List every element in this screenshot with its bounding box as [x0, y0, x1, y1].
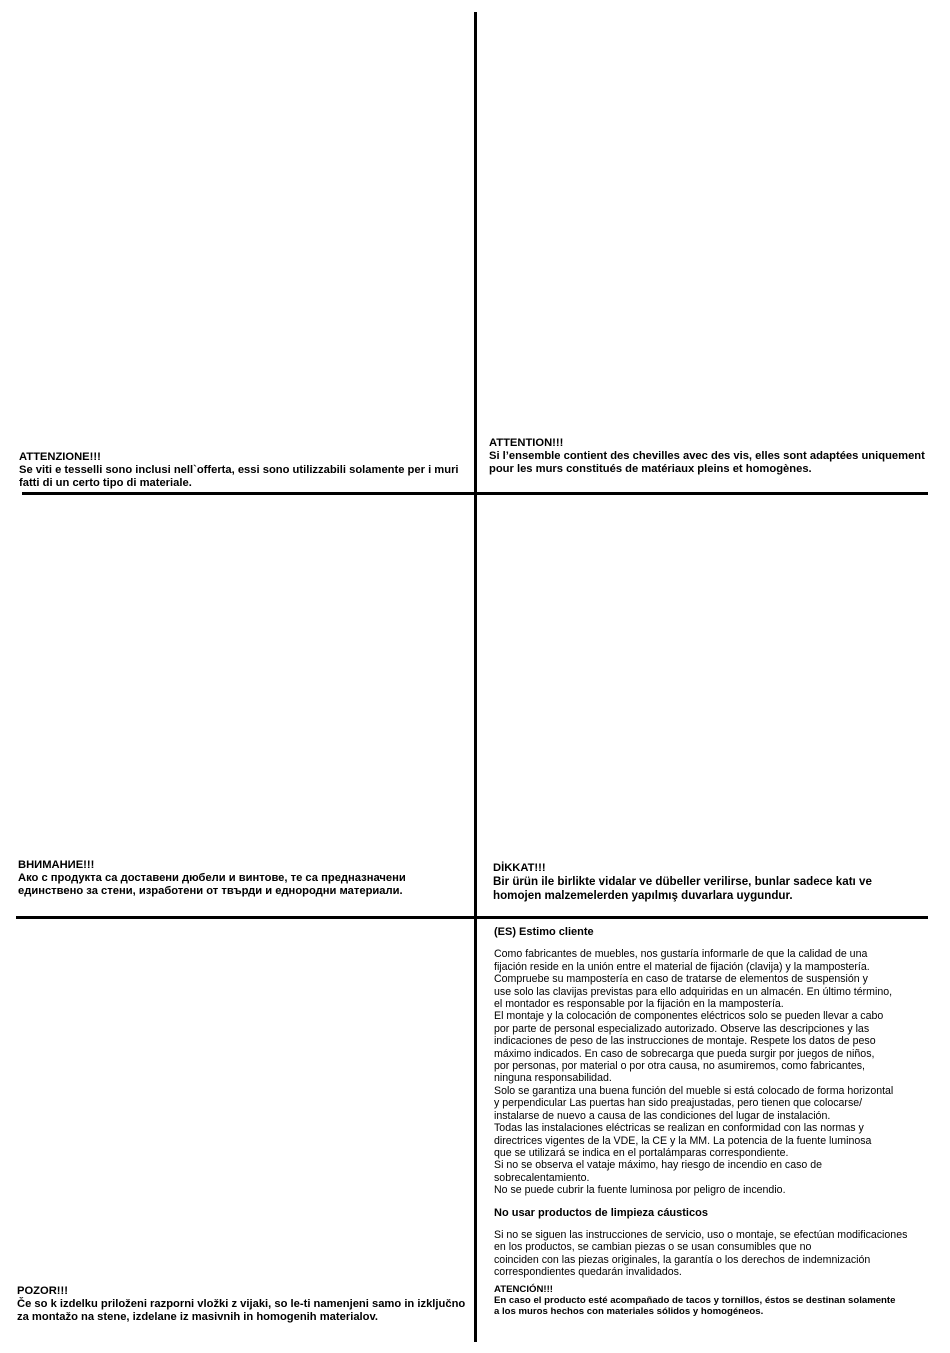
bulgarian-warning-body: Ако с продукта са доставени дюбели и винтове, те са предназначени единствено за стени, изработени от твърди и еднородни материали.: [18, 872, 406, 897]
french-warning-title: ATTENTION!!!: [489, 437, 564, 449]
turkish-warning: [493, 862, 923, 903]
spanish-warning-body: En caso el producto esté acompañado de tacos y tornillos, éstos se destinan solamente a los muros hechos con materiales sólidos y homogéneos.: [494, 1294, 896, 1318]
italian-warning: [19, 451, 459, 490]
slovenian-warning: [17, 1285, 467, 1324]
italian-warning-body: Se viti e tesselli sono inclusi nell`offerta, essi sono utilizzabili solamente per i muri fatti di un certo tipo di materiale.: [19, 464, 459, 489]
slovenian-warning-body: Če so k izdelku priloženi razporni vložki z vijaki, so le-ti namenjeni samo in izključno za montažo na stene, izdelane iz masivnih in homogenih materialov.: [17, 1298, 466, 1323]
bulgarian-warning-title: ВНИМАНИЕ!!!: [18, 859, 95, 871]
vertical-divider: [474, 12, 477, 1342]
french-warning-body: Si l’ensemble contient des chevilles avec des vis, elles sont adaptées uniquement pour les murs constitués de matériaux pleins et homogènes.: [489, 450, 925, 475]
horizontal-divider-bottom: [16, 916, 928, 919]
turkish-warning-body: Bir ürün ile birlikte vidalar ve dübeller verilirse, bunlar sadece katı ve homojen malzemelerden yapılmış duvarlara uygundur.: [493, 875, 872, 902]
spanish-warning-title: ATENCIÓN!!!: [494, 1283, 553, 1295]
horizontal-divider-top: [22, 492, 928, 495]
spanish-customer-notice: [494, 926, 942, 1318]
spanish-cleaning-heading: No usar productos de limpieza cáusticos: [494, 1206, 708, 1219]
turkish-warning-title: DİKKAT!!!: [493, 862, 546, 874]
italian-warning-title: ATTENZIONE!!!: [19, 451, 101, 463]
slovenian-warning-title: POZOR!!!: [17, 1285, 68, 1297]
bulgarian-warning: [18, 859, 458, 898]
spanish-main-paragraph: Como fabricantes de muebles, nos gustaría informarle de que la calidad de una fijación reside en la unión entre el material de fijación (clavija) y la mampostería. Compruebe su mampostería en caso de tratarse de elementos de suspensión y use solo las clavijas previstas para ello adquiridas en un almacén. En último término, el montador es responsable por la fijación en la mampostería. El montaje y la colocación de componentes eléctricos solo se pueden llevar a cabo por parte de personal especializado autorizado. Observe las descripciones y las indicaciones de peso de las instrucciones de montaje. Respete los datos de peso máximo indicados. En caso de sobrecarga que pueda surgir por juegos de niños, por personas, por material o por otra causa, no asumiremos, como fabricantes, ninguna responsabilidad. Solo se garantiza una buena función del mueble si está colocado de forma horizontal y perpendicular Las puertas han sido preajustadas, pero tienen que colocarse/ instalarse de nuevo a causa de las condiciones del lugar de instalación. Todas las instalaciones eléctricas se realizan en conformidad con las normas y directrices vigentes de la VDE, la CE y la MM. La potencia de la fuente luminosa que se utilizará se indica en el portalámparas correspondiente. Si no se observa el vataje máximo, hay riesgo de incendio en caso de sobrecalentamiento. No se puede cubrir la fuente luminosa por peligro de incendio.: [494, 948, 894, 1197]
french-warning: [489, 437, 929, 476]
spanish-service-paragraph: Si no se siguen las instrucciones de servicio, uso o montaje, se efectúan modificaciones en los productos, se cambian piezas o se usan consumibles que no coinciden con las piezas originales, la garantía o los derechos de indemnización correspondientes quedarán invalidados.: [494, 1228, 908, 1279]
spanish-heading: (ES) Estimo cliente: [494, 926, 594, 938]
